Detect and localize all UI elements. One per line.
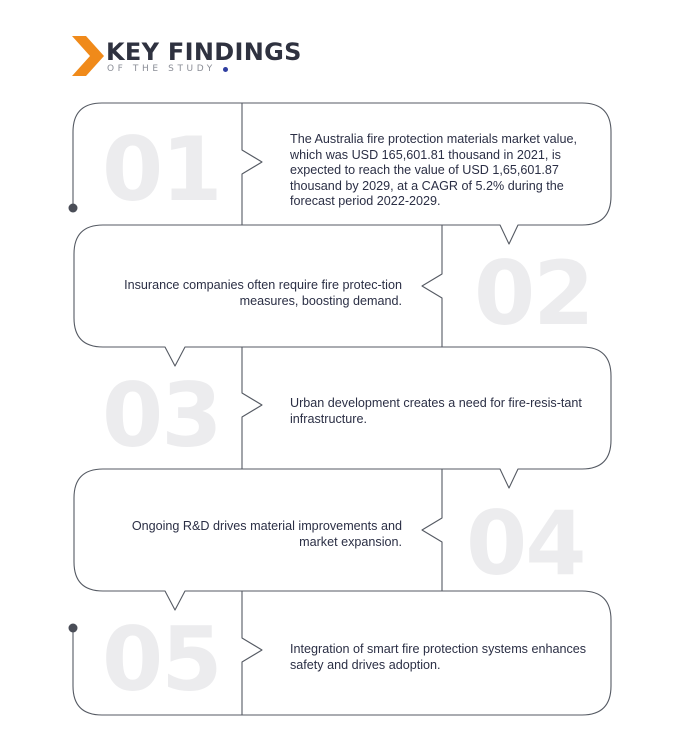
start-dot-icon	[69, 204, 78, 213]
finding-2-number: 02	[474, 242, 593, 345]
page-subtitle: OF THE STUDY	[107, 64, 216, 74]
finding-5-number: 05	[102, 608, 221, 711]
finding-5-text: Integration of smart fire protection systems enhances safety and drives adoption.	[290, 642, 587, 672]
end-dot-icon	[69, 624, 78, 633]
finding-2-text: Insurance companies often require fire protec-tion measures, boosting demand.	[124, 278, 402, 308]
finding-4-text: Ongoing R&D drives material improvements and market expansion.	[131, 519, 402, 549]
finding-3-text: Urban development creates a need for fire-resis-tant infrastructure.	[290, 396, 582, 426]
page-title: KEY FINDINGS	[106, 38, 302, 66]
finding-1-number: 01	[102, 118, 221, 221]
finding-3-number: 03	[102, 364, 221, 467]
finding-1-text: The Australia fire protection materials market value, which was USD 165,601.81 thousand in 2021, is expected to reach the value of USD 1,65,601.87 thousand by 2029, at a CAGR of 5.2% during the forecast period 2022-2029.	[290, 132, 577, 208]
finding-4-number: 04	[466, 492, 585, 595]
